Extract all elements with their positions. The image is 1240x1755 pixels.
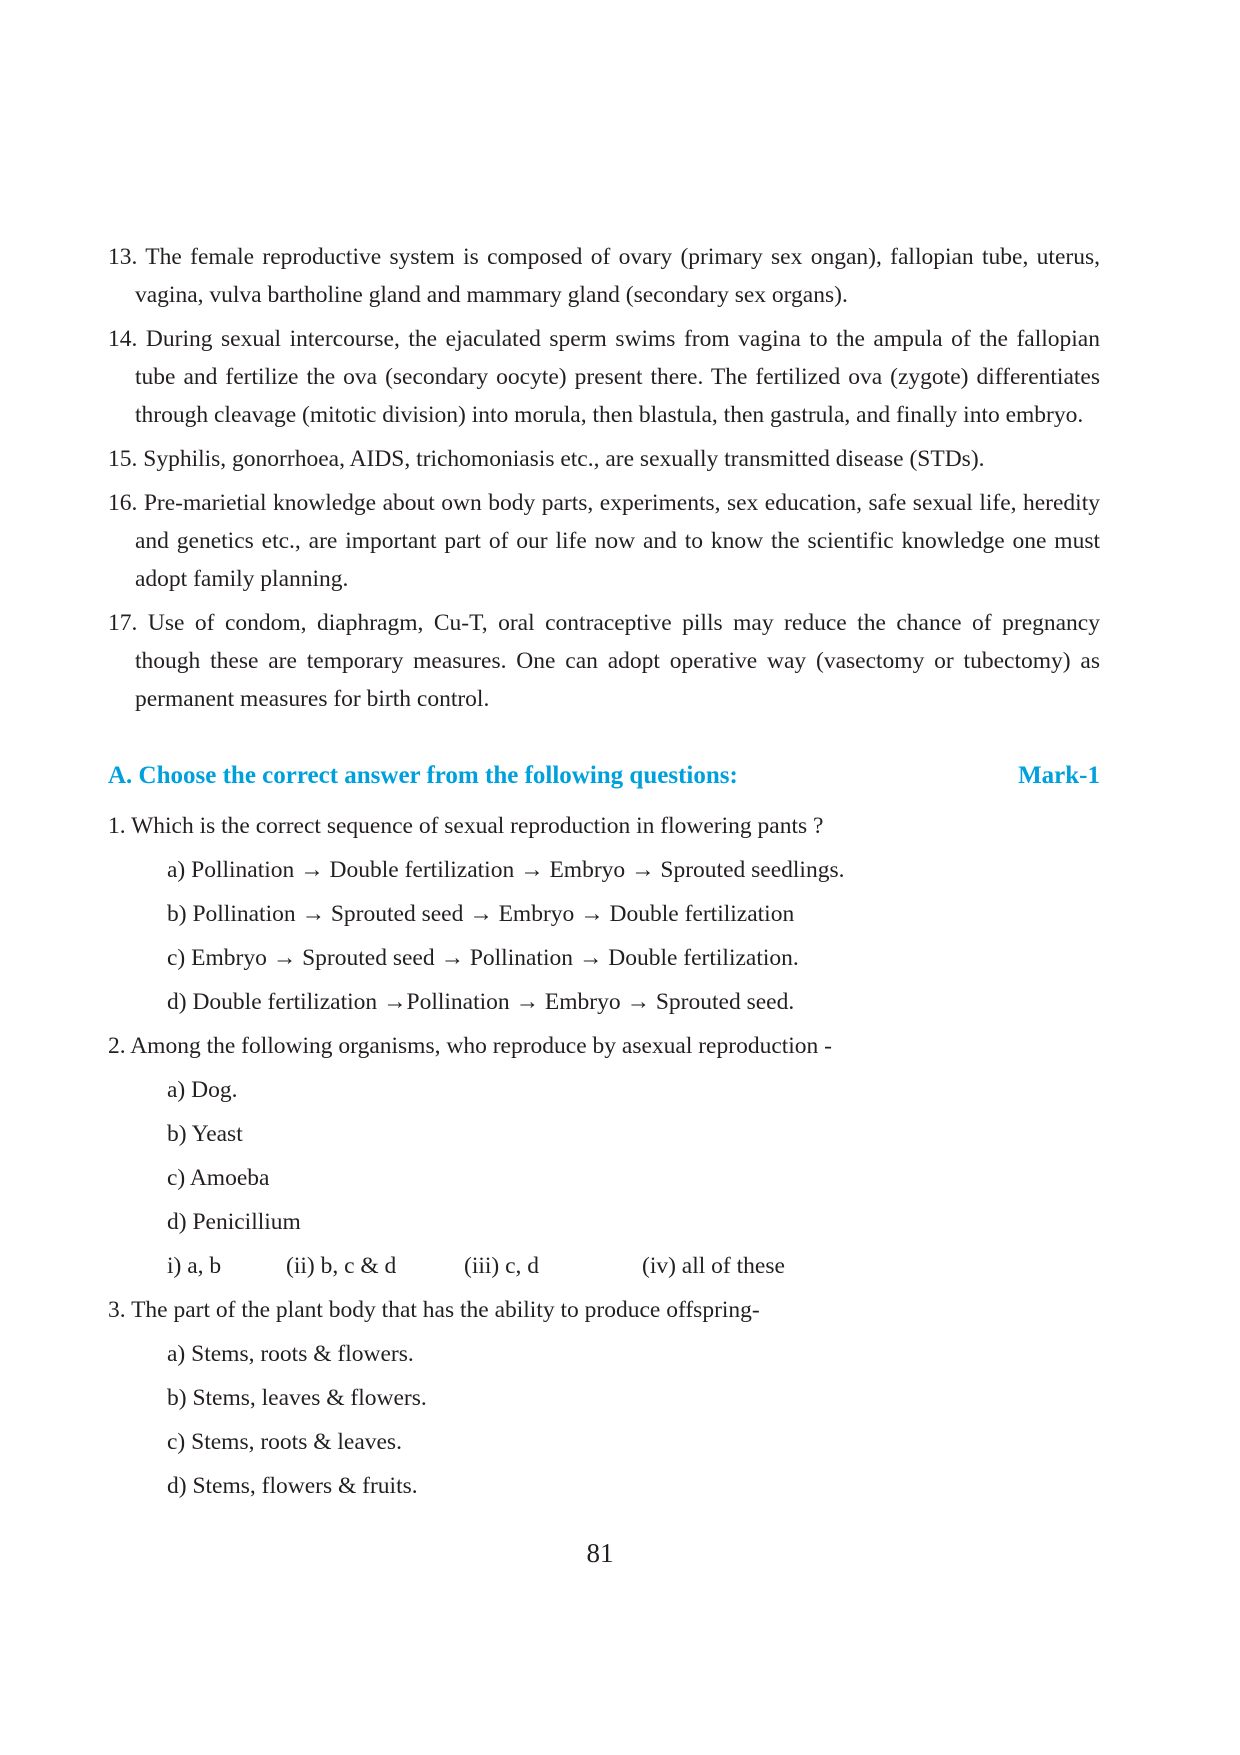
summary-point-16: 16. Pre-marietial knowledge about own body parts, experiments, sex education, safe sexual life, heredity and genetics etc., are important part of our life now and to know the scientific knowledge one must adopt family planning.: [108, 490, 1100, 592]
question-list: [108, 804, 1100, 1508]
option-b: b) Yeast: [167, 1121, 243, 1147]
question-text: 1. Which is the correct sequence of sexual reproduction in flowering pants ?: [108, 813, 824, 839]
question-1: [108, 804, 1100, 1024]
option-d: d) Penicillium: [167, 1209, 301, 1235]
question-text: 3. The part of the plant body that has the ability to produce offspring-: [108, 1297, 760, 1323]
option-c: c) Amoeba: [167, 1165, 270, 1191]
summary-point-15: 15. Syphilis, gonorrhoea, AIDS, trichomoniasis etc., are sexually transmitted disease (STDs).: [108, 446, 985, 472]
choice-iii: (iii) c, d: [464, 1253, 540, 1279]
option-a: a) Pollination → Double fertilization → Embryo → Sprouted seedlings.: [167, 857, 845, 883]
option-a: a) Stems, roots & flowers.: [167, 1341, 414, 1367]
section-title: A. Choose the correct answer from the following questions:: [108, 762, 738, 789]
section-heading: [108, 762, 1100, 790]
question-text: 2. Among the following organisms, who reproduce by asexual reproduction -: [108, 1033, 833, 1059]
option-c: c) Embryo → Sprouted seed → Pollination → Double fertilization.: [167, 945, 799, 971]
option-d: d) Double fertilization →Pollination → Embryo → Sprouted seed.: [167, 989, 795, 1015]
choice-i: i) a, b: [167, 1253, 222, 1279]
option-a: a) Dog.: [167, 1077, 238, 1103]
choice-iv: (iv) all of these: [642, 1253, 785, 1279]
question-3: [108, 1288, 1100, 1508]
summary-points: [108, 238, 1100, 724]
summary-point-17: 17. Use of condom, diaphragm, Cu-T, oral contraceptive pills may reduce the chance of pregnancy though these are temporary measures. One can adopt operative way (vasectomy or tubectomy) as permanent measures for birth control.: [108, 610, 1100, 712]
section-marks: Mark-1: [1018, 762, 1100, 789]
question-2: [108, 1024, 1100, 1288]
choice-ii: (ii) b, c & d: [286, 1253, 397, 1279]
answer-choices: [108, 1244, 1100, 1288]
summary-point-14: 14. During sexual intercourse, the ejaculated sperm swims from vagina to the ampula of the fallopian tube and fertilize the ova (secondary oocyte) present there. The fertilized ova (zygote) differentiates through cleavage (mitotic division) into morula, then blastula, then gastrula, and finally into embryo.: [108, 326, 1100, 428]
page-number: 81: [586, 1538, 614, 1568]
summary-point-13: 13. The female reproductive system is composed of ovary (primary sex ongan), fallopian tube, uterus, vagina, vulva bartholine gland and mammary gland (secondary sex organs).: [108, 244, 1100, 308]
option-b: b) Stems, leaves & flowers.: [167, 1385, 427, 1411]
option-d: d) Stems, flowers & fruits.: [167, 1473, 418, 1499]
option-b: b) Pollination → Sprouted seed → Embryo → Double fertilization: [167, 901, 795, 927]
option-c: c) Stems, roots & leaves.: [167, 1429, 402, 1455]
